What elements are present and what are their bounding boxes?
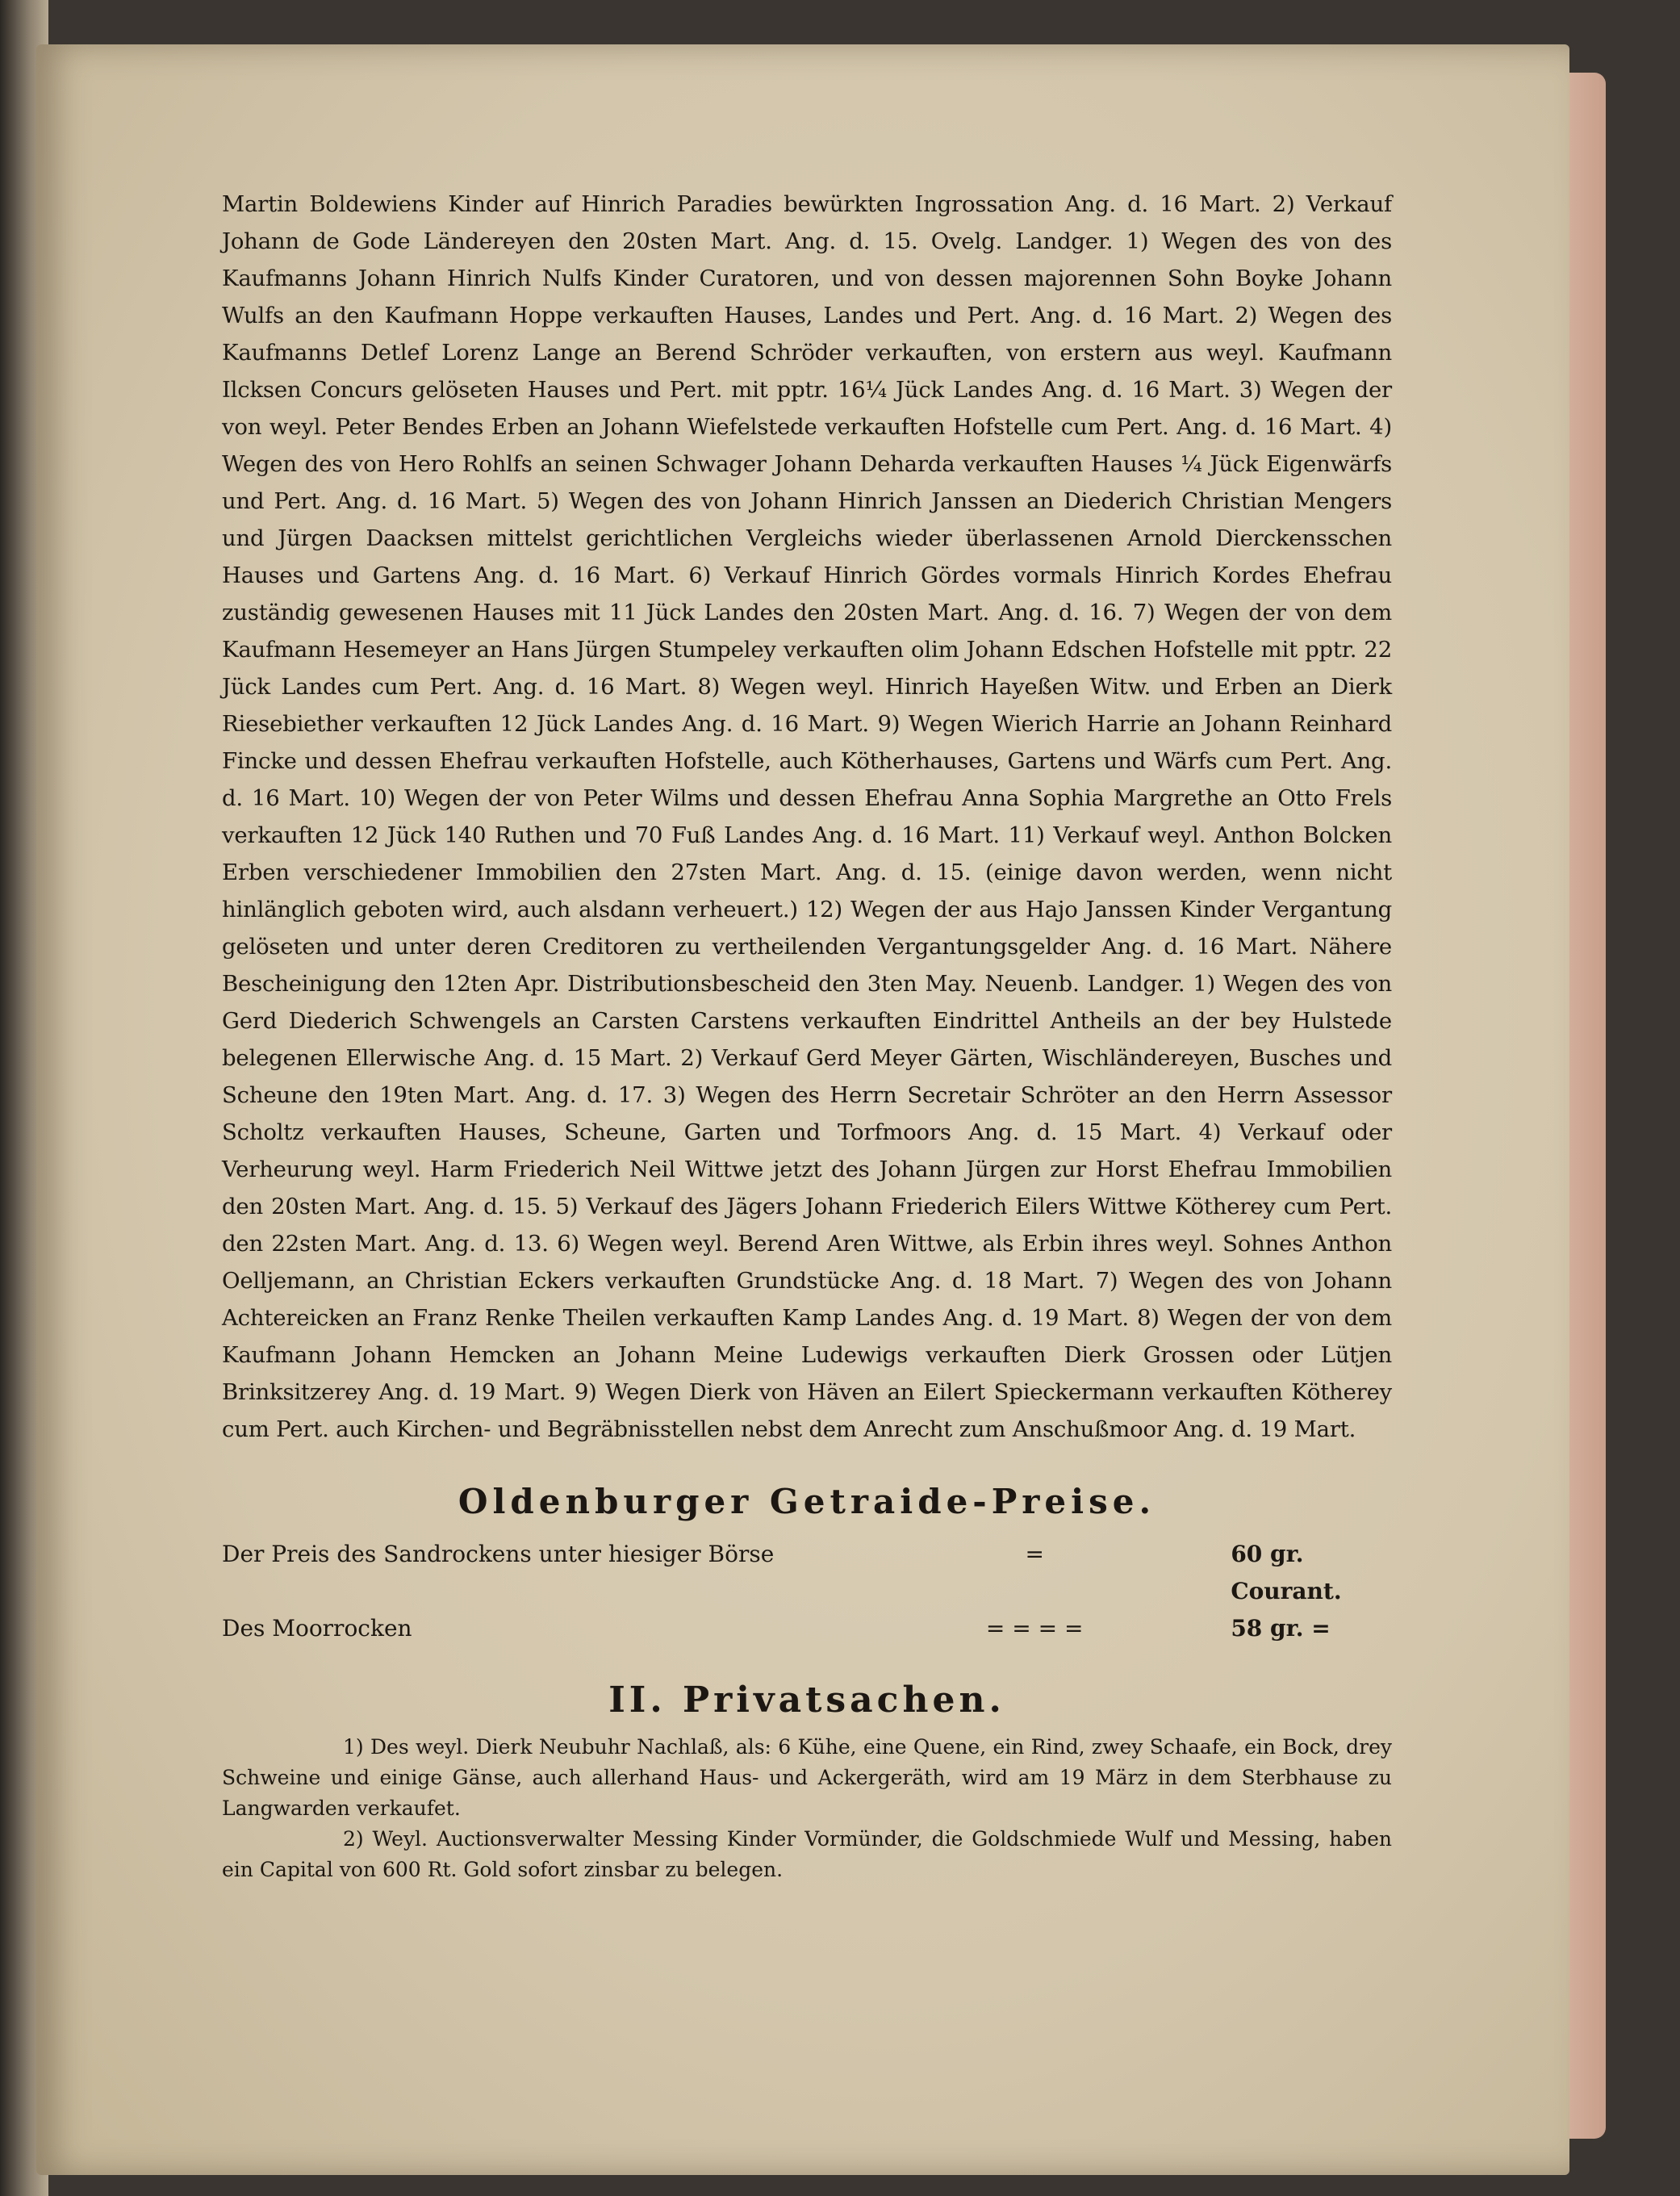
price-row (222, 1610, 1392, 1647)
grain-prices-title: Oldenburger Getraide-Preise. (458, 1482, 1156, 1521)
court-notices-paragraph: Martin Boldewiens Kinder auf Hinrich Paradies bewürkten Ingrossation Ang. d. 16 Mart. 2) Verkauf Johann de Gode Ländereyen den 20sten Mart. Ang. d. 15. Ovelg. Landger. 1) Wegen des von des Kaufmanns Johann Hinrich Nulfs Kinder Curatoren, und von dessen majorennen Sohn Boyke Johann Wulfs an den Kaufmann Hoppe verkauften Hauses, Landes und Pert. Ang. d. 16 Mart. 2) Wegen des Kaufmanns Detlef Lorenz Lange an Berend Schröder verkauften, von erstern aus weyl. Kaufmann Ilcksen Concurs gelöseten Hauses und Pert. mit pptr. 16¼ Jück Landes Ang. d. 16 Mart. 3) Wegen der von weyl. Peter Bendes Erben an Johann Wiefelstede verkauften Hofstelle cum Pert. Ang. d. 16 Mart. 4) Wegen des von Hero Rohlfs an seinen Schwager Johann Deharda verkauften Hauses ¼ Jück Eigenwärfs und Pert. Ang. d. 16 Mart. 5) Wegen des von Johann Hinrich Janssen an Diederich Christian Mengers und Jürgen Daacksen mittelst gerichtlichen Vergleichs wieder überlassenen Arnold Dierckensschen Hauses und Gartens Ang. d. 16 Mart. 6) Verkauf Hinrich Gördes vormals Hinrich Kordes Ehefrau zuständig gewesenen Hauses mit 11 Jück Landes den 20sten Mart. Ang. d. 16. 7) Wegen der von dem Kaufmann Hesemeyer an Hans Jürgen Stumpeley verkauften olim Johann Edschen Hofstelle mit pptr. 22 Jück Landes cum Pert. Ang. d. 16 Mart. 8) Wegen weyl. Hinrich Hayeßen Witw. und Erben an Dierk Riesebiether verkauften 12 Jück Landes Ang. d. 16 Mart. 9) Wegen Wierich Harrie an Johann Reinhard Fincke und dessen Ehefrau verkauften Hofstelle, auch Kötherhauses, Gartens und Wärfs cum Pert. Ang. d. 16 Mart. 10) Wegen der von Peter Wilms und dessen Ehefrau Anna Sophia Margrethe an Otto Frels verkauften 12 Jück 140 Ruthen und 70 Fuß Landes Ang. d. 16 Mart. 11) Verkauf weyl. Anthon Bolcken Erben verschiedener Immobilien den 27sten Mart. Ang. d. 15. (einige davon werden, wenn nicht hinlänglich geboten wird, auch alsdann verheuert.) 12) Wegen der aus Hajo Janssen Kinder Vergantung gelöseten und unter deren Creditoren zu vertheilenden Vergantungsgelder Ang. d. 16 Mart. Nähere Bescheinigung den 12ten Apr. Distributionsbescheid den 3ten May. Neuenb. Landger. 1) Wegen des von Gerd Diederich Schwengels an Carsten Carstens verkauften Eindrittel Antheils an der bey Hulstede belegenen Ellerwische Ang. d. 15 Mart. 2) Verkauf Gerd Meyer Gärten, Wischländereyen, Busches und Scheune den 19ten Mart. Ang. d. 17. 3) Wegen des Herrn Secretair Schröter an den Herrn Assessor Scholtz verkauften Hauses, Scheune, Garten und Torfmoors Ang. d. 15 Mart. 4) Verkauf oder Verheurung weyl. Harm Friederich Neil Wittwe jetzt des Johann Jürgen zur Horst Ehefrau Immobilien den 20sten Mart. Ang. d. 15. 5) Verkauf des Jägers Johann Friederich Eilers Wittwe Kötherey cum Pert. den 22sten Mart. Ang. d. 13. 6) Wegen weyl. Berend Aren Wittwe, als Erbin ihres weyl. Sohnes Anthon Oelljemann, an Christian Eckers verkauften Grundstücke Ang. d. 18 Mart. 7) Wegen des von Johann Achtereicken an Franz Renke Theilen verkauften Kamp Landes Ang. d. 19 Mart. 8) Wegen der von dem Kaufmann Johann Hemcken an Johann Meine Ludewigs verkauften Dierk Grossen oder Lütjen Brinksitzerey Ang. d. 19 Mart. 9) Wegen Dierk von Häven an Eilert Spieckermann verkauften Kötherey cum Pert. auch Kirchen- und Begräbnisstellen nebst dem Anrecht zum Anschußmoor Ang. d. 19 Mart. (222, 191, 1392, 1442)
price-row (222, 1536, 1392, 1610)
private-matters-title: II. Privatsachen. (608, 1679, 1005, 1721)
private-item-1: 1) Des weyl. Dierk Neubuhr Nachlaß, als: 6 Kühe, eine Quene, ein Rind, zwey Schaafe, ein Bock, drey Schweine und einige Gänse, auch allerhand Haus- und Ackergeräth, wird am 19 März in dem Sterbhause zu Langwarden verkaufet. (222, 1735, 1392, 1820)
document-page (36, 44, 1569, 2175)
price-label: Der Preis des Sandrockens unter hiesiger Börse (222, 1541, 775, 1567)
page-content (222, 186, 1392, 1885)
price-value: 58 gr. = (1231, 1615, 1331, 1642)
price-value: 60 gr. Courant. (1231, 1541, 1342, 1604)
price-label: Des Moorrocken (222, 1615, 412, 1642)
price-marks: = (1025, 1541, 1044, 1567)
private-item-2: 2) Weyl. Auctionsverwalter Messing Kinder Vormünder, die Goldschmiede Wulf und Messing, haben ein Capital von 600 Rt. Gold sofort zinsbar zu belegen. (222, 1827, 1392, 1881)
price-marks: = = = = (985, 1615, 1084, 1642)
